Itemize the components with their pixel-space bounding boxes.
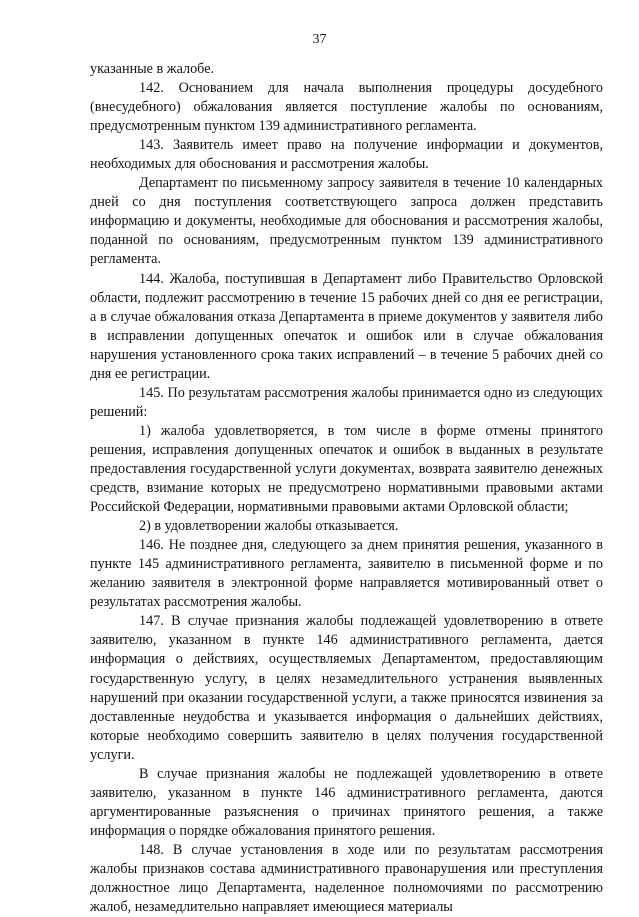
paragraph-145-item-1: 1) жалоба удовлетворяется, в том числе в форме отмены принятого решения, исправления допущенных опечаток и ошибок в выданных в результате предоставления государственной услуги документах, возврата заявителю денежных средств, взимание которых не предусмотрено нормативными правовыми актами Российской Федерации, нормативными правовыми актами Орловской области; (90, 422, 603, 516)
paragraph-144: 144. Жалоба, поступившая в Департамент либо Правительство Орловской области, подлежит рассмотрению в течение 15 рабочих дней со дня ее регистрации, а в случае обжалования отказа Департамента в приеме документов у заявителя либо в исправлении допущенных опечаток и ошибок или в случае обжалования нарушения установленного срока таких исправлений – в течение 5 рабочих дней со дня ее регистрации. (90, 270, 603, 382)
paragraph-147-refusal: В случае признания жалобы не подлежащей удовлетворению в ответе заявителю, указанном в пункте 146 административного регламента, даются аргументированные разъяснения о причинах принятого решения, а также информация о порядке обжалования принятого решения. (90, 765, 603, 839)
paragraph-148: 148. В случае установления в ходе или по результатам рассмотрения жалобы признаков состава административного правонарушения или преступления должностное лицо Департамента, наделенное полномочиями по рассмотрению жалоб, незамедлительно направляет имеющиеся материалы (90, 841, 603, 916)
page-number: 37 (312, 32, 327, 47)
paragraph-continuation: указанные в жалобе. (90, 61, 215, 77)
paragraph-145-item-2: 2) в удовлетворении жалобы отказывается. (139, 518, 399, 535)
paragraph-143-request: Департамент по письменному запросу заявителя в течение 10 календарных дней со дня поступления соответствующего запроса должен представить информацию и документы, необходимые для обоснования и рассмотрения жалобы, поданной по основаниям, предусмотренным пунктом 139 административного регламента. (90, 175, 603, 268)
paragraph-143: 143. Заявитель имеет право на получение информации и документов, необходимых для обоснования и рассмотрения жалобы. (90, 137, 603, 173)
document-body (90, 60, 603, 917)
paragraph-146: 146. Не позднее дня, следующего за днем принятия решения, указанного в пункте 145 административного регламента, заявителю в письменной форме и по желанию заявителя в электронной форме направляется мотивированный ответ о результатах рассмотрения жалобы. (90, 537, 603, 611)
paragraph-145: 145. По результатам рассмотрения жалобы принимается одно из следующих решений: (90, 384, 603, 420)
paragraph-147: 147. В случае признания жалобы подлежащей удовлетворению в ответе заявителю, указанном в пункте 146 административного регламента, дается информация о действиях, осуществляемых Департаментом, предоставляющим государственную услугу, в целях незамедлительного устранения выявленных нарушений при оказании государственной услуги, а также приносятся извинения за доставленные неудобства и указывается информация о дальнейших действиях, которые необходимо совершить заявителю в целях получения государственной услуги. (90, 613, 603, 763)
paragraph-142: 142. Основанием для начала выполнения процедуры досудебного (внесудебного) обжалования является поступление жалобы по основаниям, предусмотренным пунктом 139 административного регламента. (90, 80, 603, 135)
